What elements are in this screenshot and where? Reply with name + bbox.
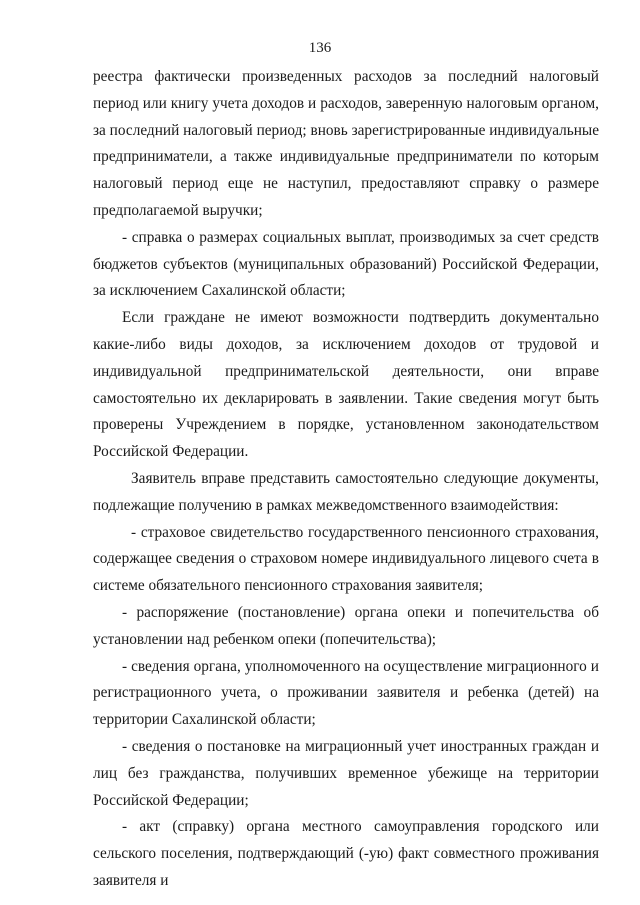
paragraph-cohabitation-act: - акт (справку) органа местного самоуправления городского или сельского поселения, подтверждающий (-ую) факт совместного проживания заявителя и [93, 818, 599, 889]
paragraph-migration-records: - сведения органа, уполномоченного на осуществление миграционного и регистрационного учета, о проживании заявителя и ребенка (детей) на территории Сахалинской области; [93, 657, 599, 729]
paragraph-applicant-documents: Заявитель вправе представить самостоятельно следующие документы, подлежащие получению в рамках межведомственного взаимодействия: [93, 469, 599, 514]
paragraph-declare-income: Если граждане не имеют возможности подтвердить документально какие-либо виды доходов, за исключением доходов от трудовой и индивидуальной предпринимательской деятельности, они вправе самостоятельно их декларировать в заявлении. Такие сведения могут быть проверены Учреждением в порядке, установленном законодательством Российской Федерации. [93, 309, 599, 461]
paragraph-continuation: реестра фактически произведенных расходов за последний налоговый период или книгу учета доходов и расходов, заверенную налоговым органом, за последний налоговый период; вновь зарегистрированные индивидуальные предприниматели, а также индивидуальные предприниматели по которым налоговый период еще не наступил, предоставляют справку о размере предполагаемой выручки; [93, 68, 599, 219]
paragraph-pension-certificate: - страховое свидетельство государственного пенсионного страхования, содержащее сведения о страховом номере индивидуального лицевого счета в системе обязательного пенсионного страхования заявителя; [93, 523, 599, 595]
page-number: 136 [308, 40, 332, 56]
paragraph-temporary-asylum: - сведения о постановке на миграционный учет иностранных граждан и лиц без гражданства, получивших временное убежище на территории Российской Федерации; [93, 737, 599, 809]
paragraph-guardianship-order: - распоряжение (постановление) органа опеки и попечительства об установлении над ребенком опеки (попечительства); [93, 603, 599, 648]
document-body [93, 64, 599, 895]
paragraph-social-payments: - справка о размерах социальных выплат, производимых за счет средств бюджетов субъектов (муниципальных образований) Российской Федерации, за исключением Сахалинской области; [93, 228, 599, 300]
